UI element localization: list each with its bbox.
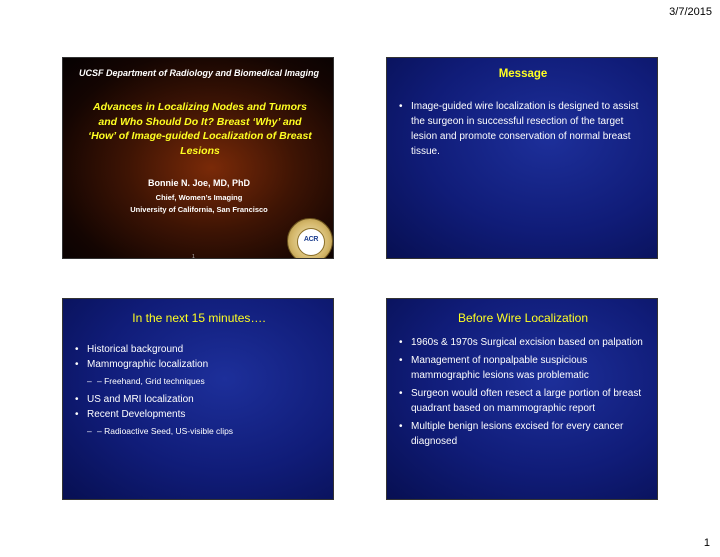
author-role: Chief, Women’s Imaging	[155, 193, 243, 202]
message-slide	[386, 57, 658, 259]
slide-title: Message	[498, 68, 548, 80]
bullet-item: • US and MRI localization	[75, 392, 327, 407]
sub-bullet-item: – – Freehand, Grid techniques	[75, 374, 327, 389]
author-name: Bonnie N. Joe, MD, PhD	[147, 178, 250, 188]
bullet-item: • Mammographic localization	[75, 357, 327, 372]
page-number: 1	[703, 537, 710, 549]
bullet-list	[399, 335, 653, 449]
seal-text: ACR	[303, 236, 319, 243]
bullet-item: • Image-guided wire localization is designed to assist the surgeon in successful resection of the target lesion and promote conservation of normal breast tissue.	[399, 99, 651, 159]
slide-title: In the next 15 minutes….	[132, 311, 266, 325]
sub-bullet-item: – – Radioactive Seed, US-visible clips	[75, 424, 327, 439]
presentation-title: Advances in Localizing Nodes and Tumors and Who Should Do It? Breast ‘Why’ and ‘How’ of Image-guided Localization of Breast Lesions	[88, 101, 312, 157]
bullet-item: • Management of nonpalpable suspicious mammographic lesions was problematic	[399, 353, 653, 383]
slide-number: 1	[192, 254, 195, 259]
bullet-list	[75, 342, 327, 442]
author-institution: University of California, San Francisco	[130, 205, 268, 214]
acr-seal-icon	[287, 218, 333, 259]
bullet-item: • Historical background	[75, 342, 327, 357]
title-slide	[62, 57, 334, 259]
bullet-list	[399, 99, 651, 159]
bullet-item: • 1960s & 1970s Surgical excision based on palpation	[399, 335, 653, 350]
slide-title: Before Wire Localization	[457, 311, 589, 325]
agenda-slide	[62, 298, 334, 500]
author-affiliation	[63, 192, 334, 216]
history-slide	[386, 298, 658, 500]
department-text: UCSF Department of Radiology and Biomedical Imaging	[78, 68, 320, 78]
page-date: 3/7/2015	[669, 6, 712, 18]
bullet-item: • Surgeon would often resect a large portion of breast quadrant based on mammographic report	[399, 386, 653, 416]
bullet-item: • Recent Developments	[75, 407, 327, 422]
bullet-item: • Multiple benign lesions excised for every cancer diagnosed	[399, 419, 653, 449]
